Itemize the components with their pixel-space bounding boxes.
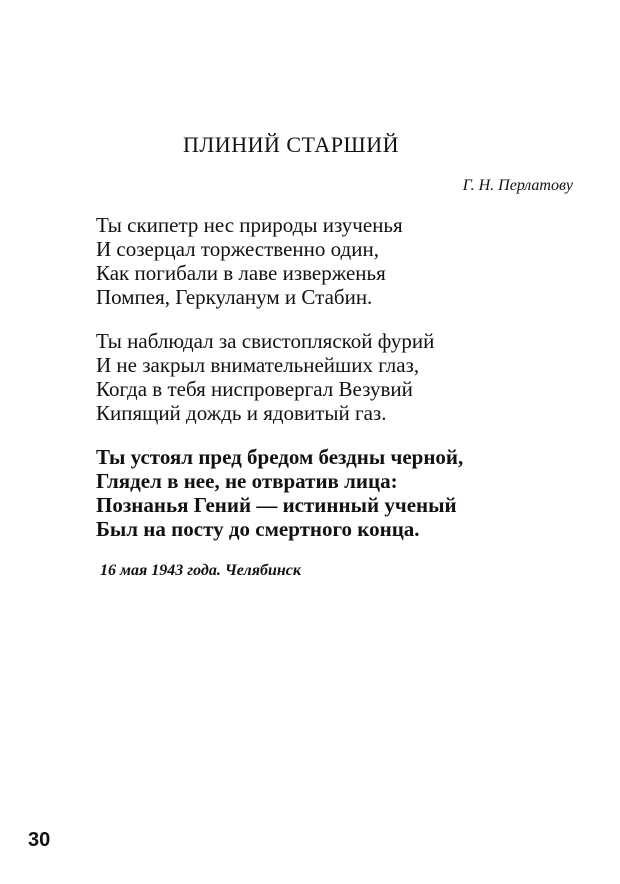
verse-line: Познанья Гений — истинный ученый [96, 493, 457, 517]
stanza-1 [96, 213, 403, 309]
verse-line: Как погибали в лаве изверженья [96, 261, 386, 285]
dedication: Г. Н. Перлатову [462, 177, 573, 194]
verse-line: Помпея, Геркуланум и Стабин. [96, 285, 373, 309]
verse-line: Когда в тебя ниспровергал Везувий [96, 377, 413, 401]
verse-line: И созерцал торжественно один, [96, 237, 379, 261]
dateline: 16 мая 1943 года. Челябинск [100, 562, 301, 579]
verse-line: Был на посту до смертного конца. [96, 517, 420, 541]
verse-line: Кипящий дождь и ядовитый газ. [96, 401, 387, 425]
page-number: 30 [28, 829, 51, 851]
stanza-2 [96, 329, 434, 425]
stanza-3 [96, 445, 463, 541]
verse-line: И не закрыл внимательнейших глаз, [96, 353, 420, 377]
verse-line: Ты наблюдал за свистопляской фурий [96, 329, 435, 353]
verse-line: Ты скипетр нес природы изученья [96, 213, 403, 237]
verse-line: Глядел в нее, не отвратив лица: [96, 469, 398, 493]
verse-line: Ты устоял пред бредом бездны черной, [96, 445, 464, 469]
poem-title: ПЛИНИЙ СТАРШИЙ [183, 132, 399, 157]
